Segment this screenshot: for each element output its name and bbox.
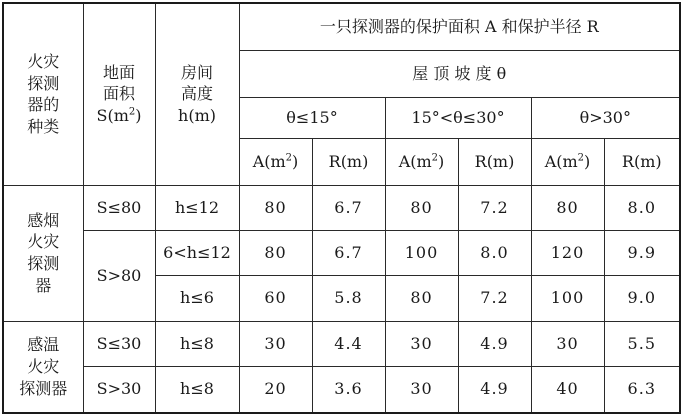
value-cell: 9.9 <box>604 230 680 275</box>
value-cell: 8.0 <box>458 230 531 275</box>
height-cell: h≤8 <box>155 321 239 366</box>
header-area-line: 地面 <box>102 62 135 82</box>
value-cell: 4.9 <box>458 366 531 413</box>
type-line: 感烟 <box>27 210 60 230</box>
value-cell: 80 <box>385 275 458 321</box>
value-cell: 100 <box>531 275 604 321</box>
header-slope-group-3: θ>30° <box>531 97 680 138</box>
value-cell: 5.5 <box>604 321 680 366</box>
header-col-r: R(m) <box>312 138 385 185</box>
header-height-line: 房间 <box>180 62 213 82</box>
type-line: 探测 <box>27 254 60 273</box>
value-cell: 7.2 <box>458 275 531 321</box>
value-cell: 9.0 <box>604 275 680 321</box>
header-slope-group-2: 15°<θ≤30° <box>385 97 531 138</box>
area-cell: S>80 <box>83 230 155 321</box>
header-slope-group-1: θ≤15° <box>239 97 385 138</box>
value-cell: 60 <box>239 275 312 321</box>
table-row <box>3 230 680 275</box>
value-cell: 7.2 <box>458 185 531 230</box>
detector-protection-table <box>2 2 681 414</box>
value-cell: 80 <box>239 185 312 230</box>
value-cell: 4.9 <box>458 321 531 366</box>
value-cell: 30 <box>531 321 604 366</box>
value-cell: 120 <box>531 230 604 275</box>
value-cell: 4.4 <box>312 321 385 366</box>
area-cell: S≤80 <box>83 185 155 230</box>
table-row <box>3 366 680 413</box>
height-cell: 6<h≤12 <box>155 230 239 275</box>
header-roof-slope: 屋 顶 坡 度 θ <box>239 50 680 97</box>
header-col-r: R(m) <box>458 138 531 185</box>
value-cell: 30 <box>239 321 312 366</box>
header-height-unit: h(m) <box>178 106 216 126</box>
area-cell: S≤30 <box>83 321 155 366</box>
header-height-line: 高度 <box>180 84 213 104</box>
detector-type-heat <box>3 321 83 413</box>
type-line: 火灾 <box>27 356 60 376</box>
header-col-a: $A(m^2)$ <box>385 138 458 185</box>
header-area-unit: $S(m^2)$ <box>96 106 142 126</box>
value-cell: 8.0 <box>604 185 680 230</box>
header-detector-type <box>3 3 83 185</box>
value-cell: 80 <box>239 230 312 275</box>
type-line: 火灾 <box>27 232 60 252</box>
value-cell: 40 <box>531 366 604 413</box>
value-cell: 6.7 <box>312 185 385 230</box>
value-cell: 100 <box>385 230 458 275</box>
table-row <box>3 321 680 366</box>
header-type-line: 火灾 <box>27 52 60 72</box>
header-protection-title: 一只探测器的保护面积 A 和保护半径 R <box>239 3 680 50</box>
header-area-line: 面积 <box>102 84 135 104</box>
header-col-r: R(m) <box>604 138 680 185</box>
header-type-line: 种类 <box>27 116 60 136</box>
detector-type-smoke <box>3 185 83 321</box>
header-type-line: 器的 <box>27 95 60 115</box>
height-cell: h≤12 <box>155 185 239 230</box>
height-cell: h≤8 <box>155 366 239 413</box>
value-cell: 30 <box>385 366 458 413</box>
value-cell: 30 <box>385 321 458 366</box>
type-line: 器 <box>35 275 52 295</box>
area-cell: S>30 <box>83 366 155 413</box>
height-cell: h≤6 <box>155 275 239 321</box>
value-cell: 6.7 <box>312 230 385 275</box>
value-cell: 80 <box>385 185 458 230</box>
header-floor-area <box>83 3 155 185</box>
value-cell: 6.3 <box>604 366 680 413</box>
type-line: 感温 <box>27 335 60 355</box>
type-line: 探测器 <box>19 378 68 398</box>
header-col-a: $A(m^2)$ <box>239 138 312 185</box>
value-cell: 20 <box>239 366 312 413</box>
value-cell: 3.6 <box>312 366 385 413</box>
header-room-height <box>155 3 239 185</box>
table-row <box>3 185 680 230</box>
value-cell: 80 <box>531 185 604 230</box>
header-col-a: $A(m^2)$ <box>531 138 604 185</box>
header-type-line: 探测 <box>27 73 60 93</box>
value-cell: 5.8 <box>312 275 385 321</box>
